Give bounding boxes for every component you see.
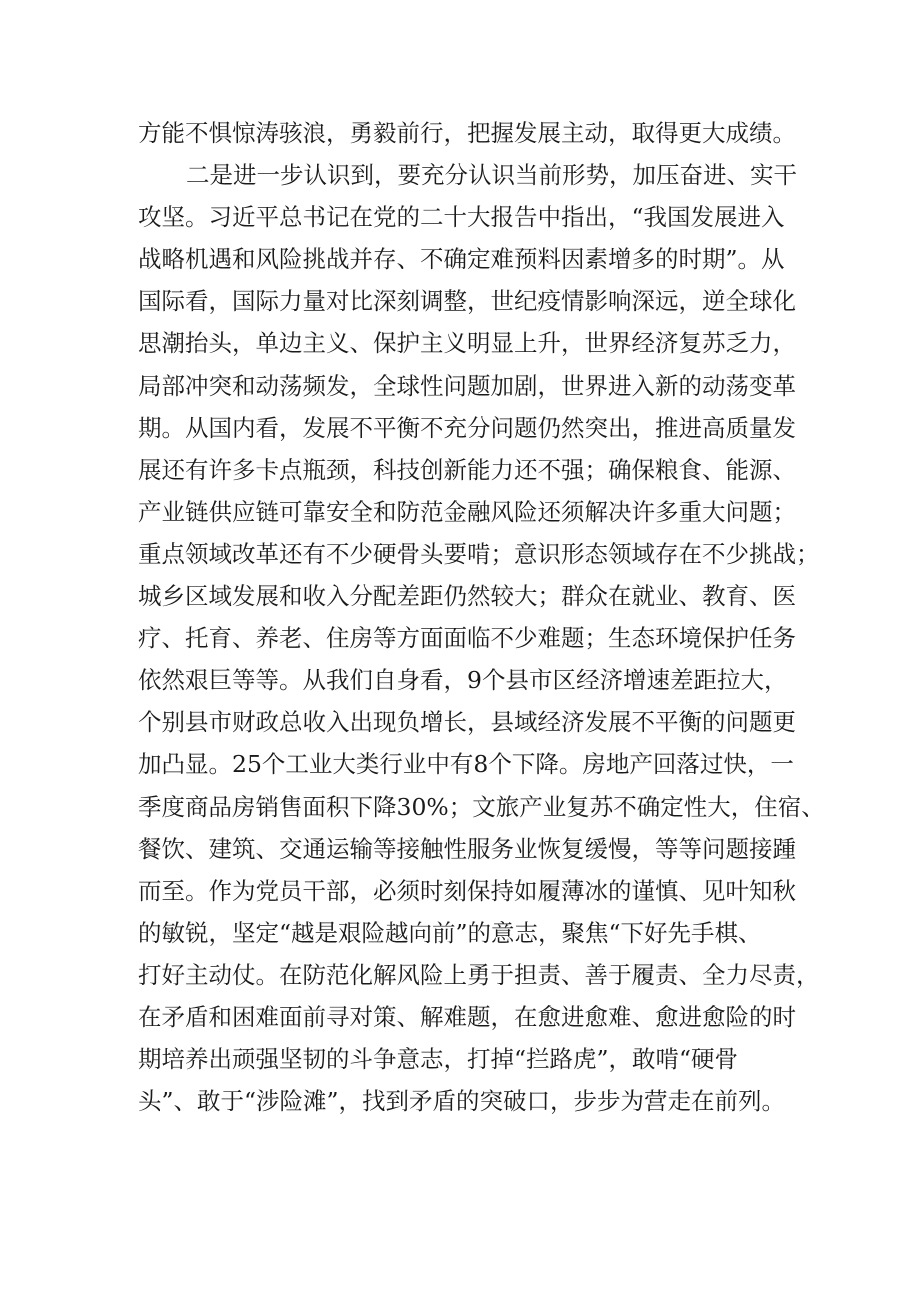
text-line: 个别县市财政总收入出现负增长，县域经济发展不平衡的问题更	[138, 708, 796, 737]
text-line: 战略机遇和风险挑战并存、不确定难预料因素增多的时期”。从	[138, 245, 785, 274]
text-line: 餐饮、建筑、交通运输等接触性服务业恢复缓慢，等等问题接踵	[138, 834, 796, 863]
text-line: 局部冲突和动荡频发，全球性问题加剧，世界进入新的动荡变革	[138, 371, 796, 400]
text-line: 方能不惧惊涛骇浪，勇毅前行，把握发展主动，取得更大成绩。	[138, 119, 796, 147]
text-line: 期。从国内看，发展不平衡不充分问题仍然突出，推进高质量发	[138, 413, 796, 442]
text-line: 季度商品房销售面积下降30%；文旅产业复苏不确定性大，住宿、	[138, 792, 825, 821]
text-line: 依然艰巨等等。从我们自身看，9个县市区经济增速差距拉大，	[138, 666, 788, 695]
text-line: 而至。作为党员干部，必须时刻保持如履薄冰的谨慎、见叶知秋	[138, 876, 796, 905]
text-line: 国际看，国际力量对比深刻调整，世纪疫情影响深远，逆全球化	[138, 287, 796, 316]
text-line: 在矛盾和困难面前寻对策、解难题，在愈进愈难、愈进愈险的时	[138, 1002, 796, 1031]
text-line: 重点领域改革还有不少硬骨头要啃；意识形态领域存在不少挑战；	[138, 539, 820, 568]
text-line: 疗、托育、养老、住房等方面面临不少难题；生态环境保护任务	[138, 624, 796, 653]
text-line: 展还有许多卡点瓶颈，科技创新能力还不强；确保粮食、能源、	[138, 455, 796, 484]
text-line: 加凸显。25个工业大类行业中有8个下降。房地产回落过快，一	[138, 750, 794, 779]
text-line: 产业链供应链可靠安全和防范金融风险还须解决许多重大问题；	[138, 497, 796, 526]
text-line: 头”、敢于“涉险滩”，找到矛盾的突破口，步步为营走在前列。	[138, 1087, 786, 1116]
text-line: 城乡区域发展和收入分配差距仍然较大；群众在就业、教育、医	[138, 582, 796, 611]
text-line: 的敏锐，坚定“越是艰险越向前”的意志，聚焦“下好先手棋、	[138, 918, 762, 947]
text-line: 打好主动仗。在防范化解风险上勇于担责、善于履责、全力尽责，	[138, 960, 820, 989]
text-line: 期培养出顽强坚韧的斗争意志，打掉“拦路虎”，敢啃“硬骨	[138, 1045, 739, 1074]
paragraph-start-line: 二是进一步认识到，要充分认识当前形势，加压奋进、实干	[186, 161, 797, 190]
text-line: 思潮抬头，单边主义、保护主义明显上升，世界经济复苏乏力，	[138, 329, 796, 358]
text-line: 攻坚。习近平总书记在党的二十大报告中指出，“我国发展进入	[138, 203, 785, 232]
body-text	[138, 112, 825, 1122]
